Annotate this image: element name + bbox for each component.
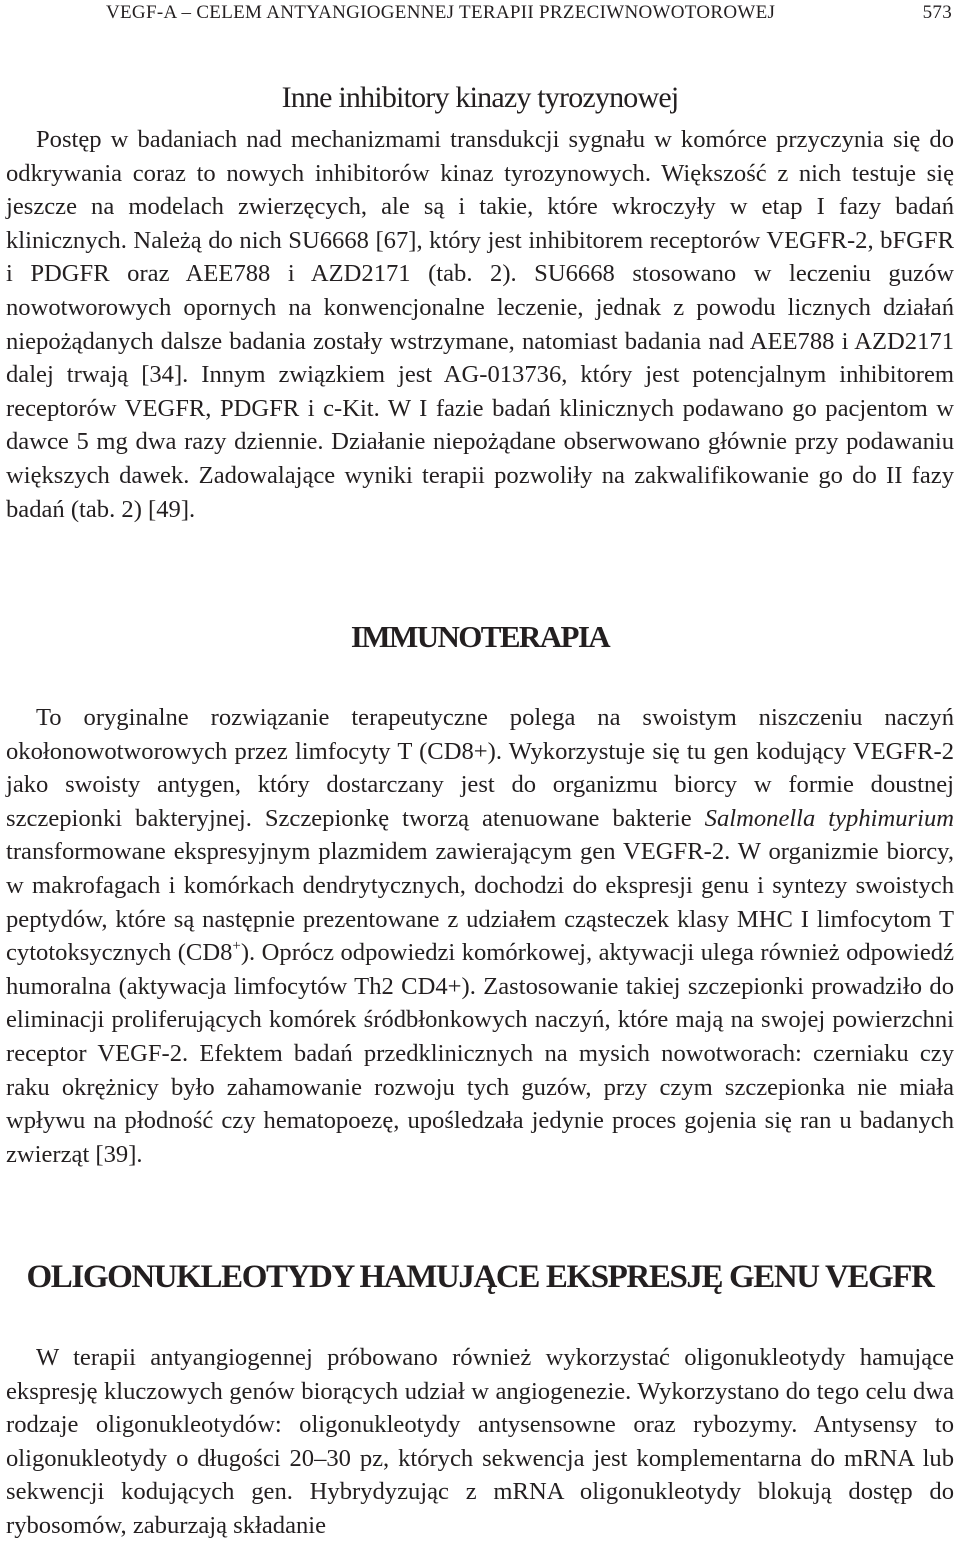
- paragraph-text: Postęp w badaniach nad mechanizmami transdukcji sygnału w komórce przyczynia się do odkrywania coraz to nowych inhibitorów kinaz tyrozynowych. Większość z nich testuje się jeszcze na modelach zwierzęcych, ale są i takie, które wkroczyły w etap I fazy badań klinicznych. Należą do nich SU6668 [67], który jest inhibitorem receptorów VEGFR-2, bFGFR i PDGFR oraz AEE788 i AZD2171 (tab. 2). SU6668 stosowano w leczeniu guzów nowotworowych opornych na konwencjonalne leczenie, jednak z powodu licznych działań niepożądanych dalsze badania zostały wstrzymane, natomiast badania nad AEE788 i AZD2171 dalej trwają [34]. Innym związkiem jest AG-013736, który jest potencjalnym inhibitorem receptorów VEGFR, PDGFR i c-Kit. W I fazie badań klinicznych podawano go pacjentom w dawce 5 mg dwa razy dziennie. Działanie niepożądane obserwowano głównie przy podawaniu większych dawek. Zadowalające wyniki terapii pozwoliły na zakwalifikowanie go do II fazy badań (tab. 2) [49].: [6, 126, 954, 523]
- paragraph-kinase-inhibitors: [6, 123, 954, 526]
- section-heading-kinase-inhibitors: Inne inhibitory kinazy tyrozynowej: [281, 81, 679, 114]
- species-name: Salmonella typhimurium: [704, 804, 955, 832]
- section-heading-immunotherapy: IMMUNOTERAPIA: [350, 619, 610, 654]
- paragraph-immunotherapy: [6, 701, 954, 1171]
- paragraph-text-part-3: ). Oprócz odpowiedzi komórkowej, aktywacji ulega również odpowiedź humoralna (aktywacja limfocytów Th2 CD4+). Zastosowanie takiej szczepionki prowadziło do eliminacji proliferujących komórek śródbłonkowych naczyń, które mają na swojej powierzchni receptor VEGF-2. Efektem badań przedklinicznych na mysich nowotworach: czerniaku czy raku okrężnicy było zahamowanie rozwoju tych guzów, przy czym szczepionka nie miała wpływu na płodność czy hematopoezę, upośledzała jedynie proces gojenia się ran u badanych zwierząt [39].: [6, 939, 954, 1168]
- section-heading-oligonucleotides: OLIGONUKLEOTYDY HAMUJĄCE EKSPRESJĘ GENU VEGFR: [26, 1259, 934, 1295]
- paragraph-text-part-2: transformowane ekspresyjnym plazmidem zawierającym gen VEGFR-2. W organizmie biorcy, w makrofagach i komórkach dendrytycznych, dochodzi do ekspresji genu i syntezy swoistych peptydów, które są następnie prezentowane z udziałem cząsteczek klasy MHC I limfocytom T cytotoksycznych (CD8: [6, 838, 954, 967]
- running-title: VEGF-A – CELEM ANTYANGIOGENNEJ TERAPII PRZECIWNOWOTOROWEJ: [106, 2, 776, 23]
- paragraph-text: W terapii antyangiogennej próbowano również wykorzystać oligonukleotydy hamujące ekspresję kluczowych genów biorących udział w angiogenezie. Wykorzystano do tego celu dwa rodzaje oligonukleotydów: oligonukleotydy antysensowne oraz rybozymy. Antysensy to oligonukleotydy o długości 20–30 pz, których sekwencja jest komplementarna do mRNA lub sekwencji kodujących gen. Hybrydyzując z mRNA oligonukleotydy blokują dostęp do rybosomów, zaburzają składanie: [6, 1344, 954, 1539]
- superscript-plus: +: [232, 938, 241, 955]
- running-header: [106, 0, 952, 28]
- paragraph-text-part-1: To oryginalne rozwiązanie terapeutyczne polega na swoistym niszczeniu naczyń okołonowotworowych przez limfocyty T (CD8+). Wykorzystuje się tu gen kodujący VEGFR-2 jako swoisty antygen, który dostarczany jest do organizmu biorcy w formie doustnej szczepionki bakteryjnej. Szczepionkę tworzą atenuowane bakterie: [6, 704, 954, 832]
- paragraph-oligonucleotides: [6, 1341, 954, 1543]
- page-number: 573: [922, 2, 952, 23]
